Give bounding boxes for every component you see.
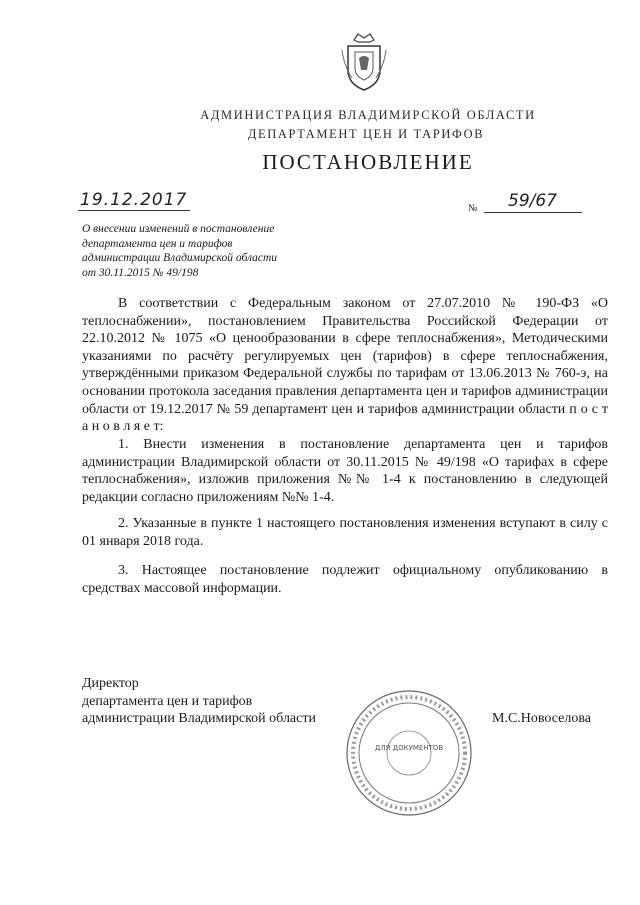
subject-line: от 30.11.2015 № 49/198 [82, 266, 199, 279]
organization-name: АДМИНИСТРАЦИЯ ВЛАДИМИРСКОЙ ОБЛАСТИ [200, 108, 536, 122]
item-2-paragraph: 2. Указанные в пункте 1 настоящего постановления изменения вступают в силу с 01 января 2018 года. [82, 516, 608, 549]
subject-line: О внесении изменений в постановление [82, 223, 275, 235]
document-date: 19.12.2017 [80, 190, 188, 210]
number-sign: № [468, 203, 478, 214]
signatory-line: Директор [82, 676, 139, 691]
signatory-title [82, 675, 316, 728]
stamp-text: ДЛЯ ДОКУМЕНТОВ [374, 744, 444, 752]
document-subject [82, 222, 332, 280]
subject-line: администрации Владимирской области [82, 252, 278, 264]
signatory-line: департамента цен и тарифов [82, 693, 253, 709]
preamble-paragraph: В соответствии с Федеральным законом от 27.07.2010 № 190-ФЗ «О теплоснабжении», постановлением Правительства Российской Федерации от 22.10.2012 № 1075 «О ценообразовании в сфере теплоснабжения», Методическими указаниями по расчёту регулируемых цен (тарифов) в сфере теплоснабжения, утверждёнными приказом Федеральной службы по тарифам от 13.06.2013 № 760-э, на основании протокола заседания правления департамента цен и тарифов администрации области от 19.12.2017 № 59 департамент цен и тарифов администрации области п о с т а н о в л я е т: [82, 296, 608, 435]
signatory-name: М.С.Новоселова [492, 711, 591, 726]
signatory-line: администрации Владимирской области [82, 711, 316, 727]
official-stamp [344, 688, 474, 818]
item-1-paragraph: 1. Внести изменения в постановление департамента цен и тарифов администрации Владимирской области от 30.11.2015 № 49/198 «О тарифах в сфере теплоснабжения», изложив приложения №№ 1-4 к постановлению в следующей редакции согласно приложениям №№ 1-4. [82, 437, 608, 505]
date-underline [78, 210, 190, 211]
department-name: ДЕПАРТАМЕНТ ЦЕН И ТАРИФОВ [247, 127, 485, 141]
document-type-title: ПОСТАНОВЛЕНИЕ [262, 150, 474, 174]
item-3-paragraph: 3. Настоящее постановление подлежит официальному опубликованию в средствах массовой информации. [82, 563, 608, 596]
coat-of-arms-icon [340, 30, 388, 92]
document-number: 59/67 [508, 191, 557, 211]
subject-line: департамента цен и тарифов [82, 237, 233, 250]
number-underline [484, 212, 582, 213]
